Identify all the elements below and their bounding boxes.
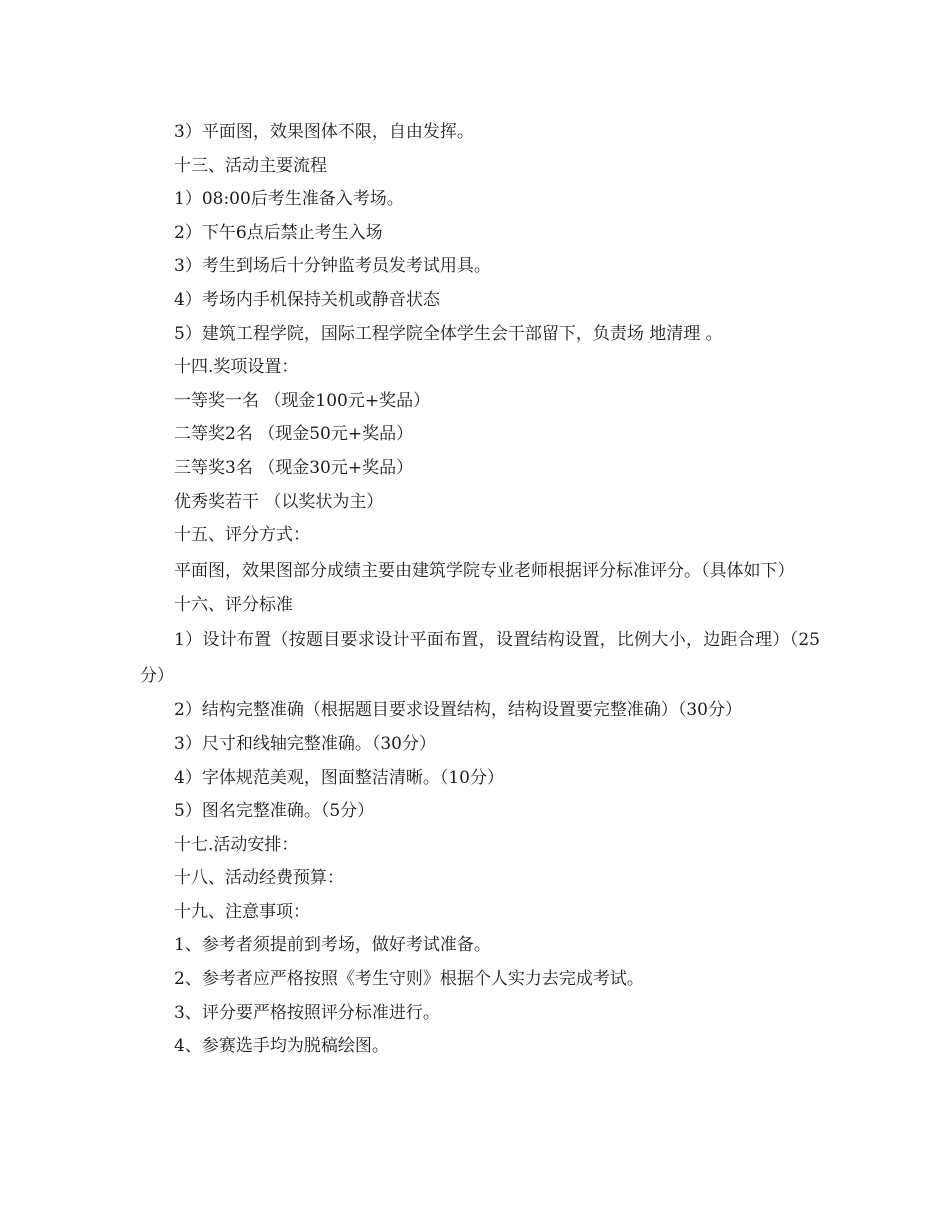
list-item: 5）图名完整准确。（5分）: [174, 801, 375, 822]
list-item: 4）考场内手机保持关机或静音状态: [174, 289, 440, 310]
list-item: 2）下午6点后禁止考生入场: [174, 222, 383, 243]
list-item: 2）结构完整准确（根据题目要求设置结构，结构设置要完整准确）（30分）: [174, 700, 742, 721]
section-heading: 十三、活动主要流程: [174, 155, 327, 176]
list-item: 1）08:00后考生准备入考场。: [174, 189, 404, 210]
list-item: 1、参考者须提前到考场，做好考试准备。: [174, 935, 491, 956]
section-heading: 十八、活动经费预算：: [174, 868, 344, 889]
section-heading: 十七.活动安排：: [174, 834, 299, 855]
award-item: 一等奖一名 （现金100元+奖品）: [174, 390, 431, 411]
section-heading: 十六、评分标准: [174, 594, 293, 615]
list-item: 1）设计布置（按题目要求设计平面布置，设置结构设置，比例大小，边距合理）（25分）: [140, 630, 820, 687]
section-heading: 十九、注意事项：: [174, 901, 310, 922]
award-item: 二等奖2名 （现金50元+奖品）: [174, 424, 414, 445]
paragraph: 3）平面图，效果图体不限，自由发挥。: [174, 122, 474, 142]
section-heading: 十五、评分方式：: [174, 525, 310, 546]
list-item: 5）建筑工程学院，国际工程学院全体学生会干部留下，负责场 地清理 。: [174, 323, 723, 344]
list-item: 4）字体规范美观，图面整洁清晰。（10分）: [174, 767, 504, 788]
list-item: 3）尺寸和线轴完整准确。（30分）: [174, 733, 436, 754]
document-body: [140, 116, 820, 1064]
section-heading: 十四.奖项设置：: [174, 357, 299, 378]
list-item: 4、参赛选手均为脱稿绘图。: [174, 1036, 389, 1057]
award-item: 三等奖3名 （现金30元+奖品）: [174, 457, 414, 478]
list-item: 3）考生到场后十分钟监考员发考试用具。: [174, 256, 491, 277]
paragraph: 平面图，效果图部分成绩主要由建筑学院专业老师根据评分标准评分。（具体如下）: [174, 560, 795, 581]
award-item: 优秀奖若干 （以奖状为主）: [174, 491, 384, 512]
list-item: 3、评分要严格按照评分标准进行。: [174, 1002, 440, 1023]
list-item: 2、参考者应严格按照《考生守则》根据个人实力去完成考试。: [174, 969, 644, 990]
